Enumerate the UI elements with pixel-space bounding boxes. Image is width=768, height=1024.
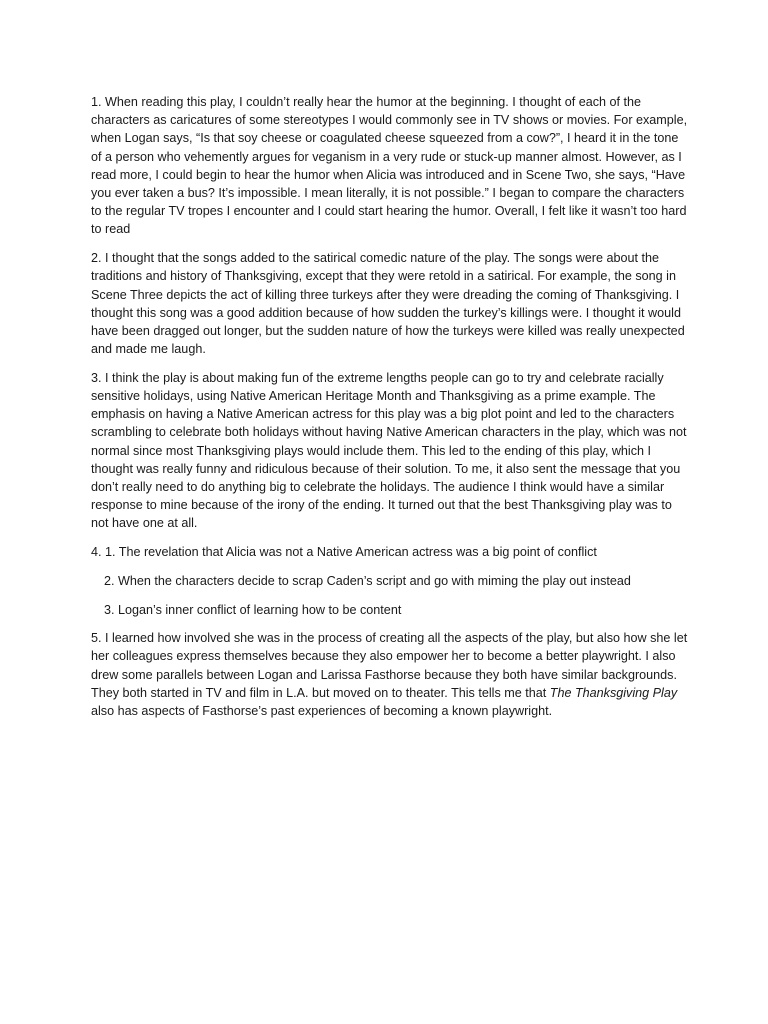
paragraph-5-text-end: also has aspects of Fasthorse’s past experiences of becoming a known playwright. bbox=[91, 704, 553, 719]
answer-4-item-3: 3. Logan’s inner conflict of learning how to be content bbox=[104, 602, 402, 617]
play-title: The Thanksgiving Play bbox=[549, 685, 678, 700]
answer-paragraph-3: 3. I think the play is about making fun of the extreme lengths people can go to try and celebrate racially sensitive holidays, using Native American Heritage Month and Thanksgiving as a prime example. The emphasis on having a Native American actress for this play was a big plot point and led to the characters scrambling to celebrate both holidays without having Native American characters in the play, which was not normal since most Thanksgiving plays would include them. This led to the ending of this play, which I thought was really funny and ridiculous because of their solution. To me, it also sent the message that you don’t really need to do anything big to celebrate the holidays. The audience I think would have a similar response to mine because of the irony of the ending. It turned out that the best Thanksgiving play was to not have one at all. bbox=[91, 370, 687, 531]
answer-paragraph-5 bbox=[91, 629, 691, 720]
answer-paragraph-1: 1. When reading this play, I couldn’t really hear the humor at the beginning. I thought of each of the characters as caricatures of some stereotypes I would commonly see in TV shows or movies. For example, when Logan says, “Is that soy cheese or coagulated cheese squeezed from a cow?”, I heard it in the tone of a person who vehemently argues for veganism in a very rude or stuck-up manner almost. However, as I read more, I could begin to hear the humor when Alicia was introduced and in Scene Two, she says, “Have you ever taken a bus? It’s impossible. I mean literally, it is not possible.” I began to compare the characters to the regular TV tropes I encounter and I could start hearing the humor. Overall, I felt like it wasn’t too hard to read bbox=[91, 95, 688, 237]
answer-4-item-1: 4. 1. The revelation that Alicia was not a Native American actress was a big point of conflict bbox=[91, 545, 597, 560]
answer-paragraph-2: 2. I thought that the songs added to the satirical comedic nature of the play. The songs were about the traditions and history of Thanksgiving, except that they were retold in a satirical. For example, the song in Scene Three depicts the act of killing three turkeys after they were dreading the coming of Thanksgiving. I thought this song was a good addition because of how sudden the turkey’s killings were. I thought it would have been dragged out longer, but the sudden nature of how the turkeys were killed was really unexpected and made me laugh. bbox=[91, 251, 685, 357]
document-body bbox=[91, 93, 691, 731]
answer-4-item-2: 2. When the characters decide to scrap Caden’s script and go with miming the play out instead bbox=[104, 573, 631, 588]
paragraph-5-text-start: 5. I learned how involved she was in the process of creating all the aspects of the play, but also how she let her colleagues express themselves because they also empower her to become a better playwright. I also drew some parallels between Logan and Larissa Fasthorse because they both have similar backgrounds. They both started in TV and film in L.A. but moved on to theater. This tells me that bbox=[91, 631, 688, 700]
